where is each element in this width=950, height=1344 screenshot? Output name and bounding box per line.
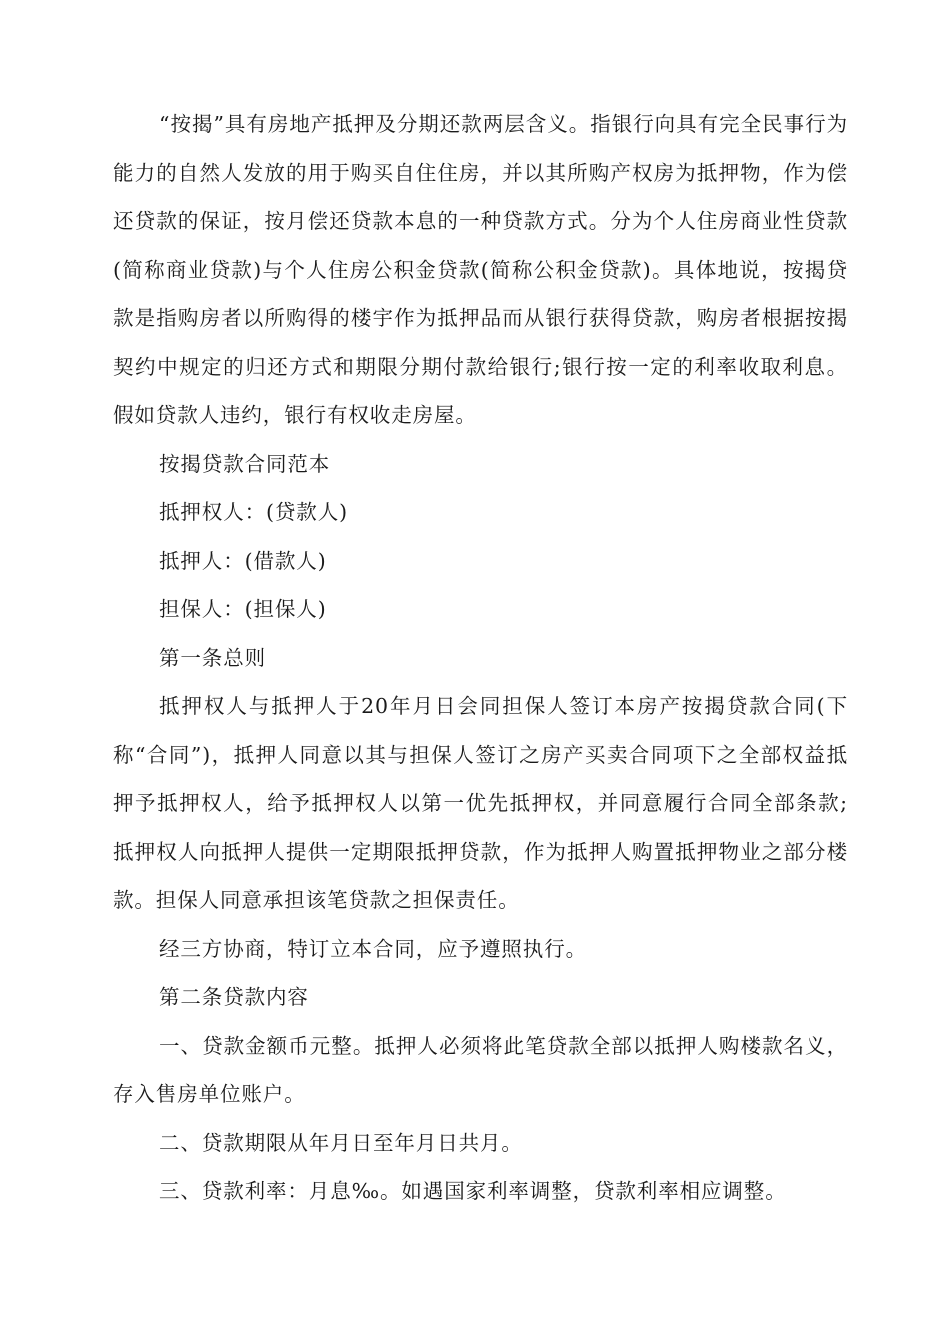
- mortgagor-line: 抵押人：(借款人): [159, 548, 327, 573]
- loan-rate-clause: 三、贷款利率：月息‰。如遇国家利率调整，贷款利率相应调整。: [159, 1179, 787, 1203]
- article-1-body: 抵押权人与抵押人于20年月日会同担保人签订本房产按揭贷款合同(下称“合同”)，抵押人同意以其与担保人签订之房产买卖合同项下之全部权益抵押予抵押权人，给予抵押权人以第一优先抵押权，并同意履行合同全部条款;抵押权人向抵押人提供一定期限抵押贷款，作为抵押人购置抵押物业之部分楼款。担保人同意承担该笔贷款之担保责任。: [113, 694, 848, 912]
- guarantor-line: 担保人：(担保人): [159, 597, 327, 621]
- loan-amount-clause: 一、贷款金额币元整。抵押人必须将此笔贷款全部以抵押人购楼款名义，存入售房单位账户。: [113, 1033, 848, 1106]
- mortgagee-line: 抵押权人：(贷款人): [159, 500, 348, 524]
- intro-paragraph: “按揭”具有房地产抵押及分期还款两层含义。指银行向具有完全民事行为能力的自然人发放的用于购买自住住房，并以其所购产权房为抵押物，作为偿还贷款的保证，按月偿还贷款本息的一种贷款方式。分为个人住房商业性贷款(简称商业贷款)与个人住房公积金贷款(简称公积金贷款)。具体地说，按揭贷款是指购房者以所购得的楼宇作为抵押品而从银行获得贷款，购房者根据按揭契约中规定的归还方式和期限分期付款给银行;银行按一定的利率收取利息。假如贷款人违约，银行有权收走房屋。: [113, 112, 848, 427]
- agreement-statement: 经三方协商，特订立本合同，应予遵照执行。: [159, 936, 587, 961]
- article-1-heading: 第一条总则: [159, 645, 266, 670]
- document-body: [113, 100, 848, 1216]
- loan-term-clause: 二、贷款期限从年月日至年月日共月。: [159, 1130, 523, 1155]
- article-2-heading: 第二条贷款内容: [159, 985, 309, 1009]
- contract-title: 按揭贷款合同范本: [159, 451, 331, 476]
